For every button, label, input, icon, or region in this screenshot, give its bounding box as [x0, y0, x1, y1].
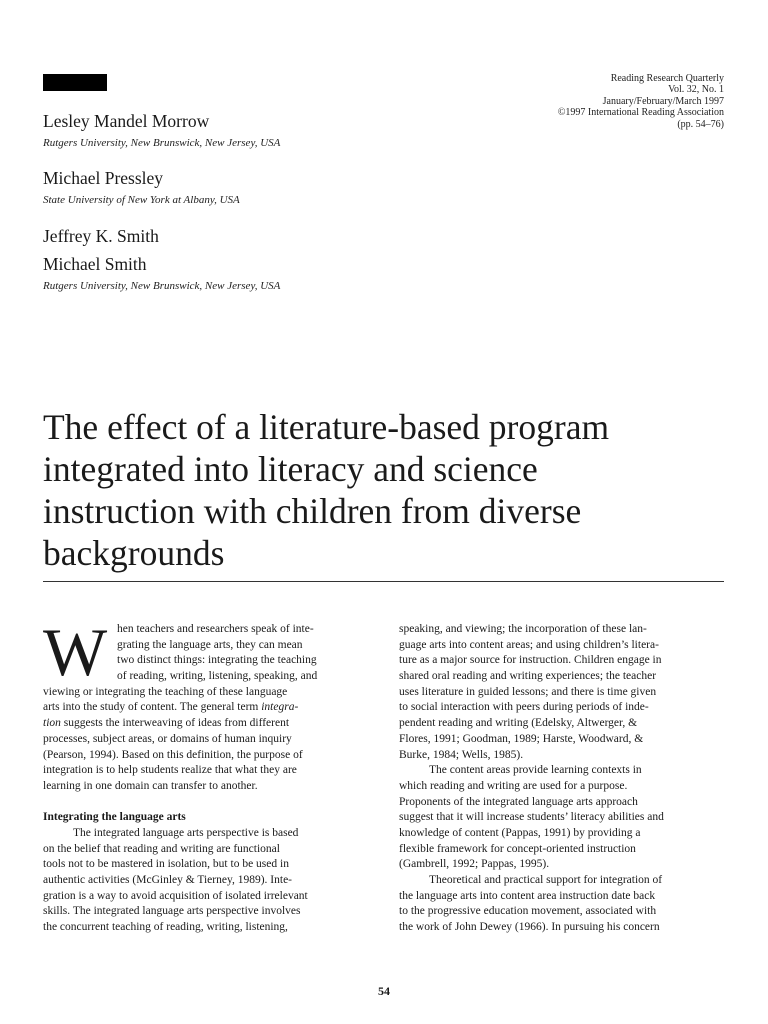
text-line: to social interaction with peers during periods of inde-	[399, 701, 649, 714]
text-span: suggests the interweaving of ideas from different	[60, 717, 290, 730]
italic-term: integra-	[261, 701, 299, 714]
journal-volume: Vol. 32, No. 1	[668, 84, 724, 96]
text-line: tools not to be mastered in isolation, but to be used in	[43, 858, 289, 871]
author-affiliation: Rutgers University, New Brunswick, New Jersey, USA	[43, 280, 281, 292]
text-line: Proponents of the integrated language arts approach	[399, 795, 638, 808]
text-line: grating the language arts, they can mean	[117, 638, 303, 651]
text-line: to the progressive education movement, associated with	[399, 905, 657, 918]
page-number: 54	[378, 984, 390, 998]
author-name: Jeffrey K. Smith	[43, 226, 159, 246]
text-span: arts into the study of content. The general term	[43, 701, 262, 714]
title-line: The effect of a literature-based program	[43, 407, 610, 447]
text-line: knowledge of content (Pappas, 1991) by providing a	[399, 826, 641, 839]
section-heading: Integrating the language arts	[43, 811, 186, 824]
paragraph-gap	[43, 795, 365, 811]
text-line: authentic activities (McGinley & Tierney, 1989). Inte-	[43, 874, 293, 886]
header-black-bar	[43, 74, 107, 91]
text-line: The integrated language arts perspective is based	[73, 826, 299, 839]
author-name: Michael Smith	[43, 254, 147, 274]
text-line: The content areas provide learning contexts in	[429, 764, 642, 777]
paper-title	[43, 406, 733, 574]
text-line: (Pearson, 1994). Based on this definition, the purpose of	[43, 748, 303, 761]
text-line: viewing or integrating the teaching of these language	[43, 685, 288, 698]
text-line	[43, 700, 365, 716]
text-line: (Gambrell, 1992; Pappas, 1995).	[399, 858, 550, 871]
drop-cap: W	[43, 614, 108, 690]
right-column	[399, 622, 721, 936]
text-line: Theoretical and practical support for integration of	[429, 874, 663, 886]
text-line: suggest that it will increase students’ literacy abilities and	[399, 811, 664, 824]
text-line: which reading and writing are used for a purpose.	[399, 779, 628, 792]
author-affiliation: Rutgers University, New Brunswick, New Jersey, USA	[43, 137, 281, 149]
text-line: the language arts into content area instruction date back	[399, 889, 656, 902]
journal-date: January/February/March 1997	[602, 95, 724, 107]
title-line: backgrounds	[43, 533, 225, 573]
text-line: the concurrent teaching of reading, writing, listening,	[43, 921, 288, 934]
author-block	[43, 110, 280, 150]
journal-pages: (pp. 54–76)	[677, 118, 724, 130]
text-line: integration is to help students realize that what they are	[43, 764, 297, 777]
text-line: the work of John Dewey (1966). In pursuing his concern	[399, 921, 660, 934]
italic-term: tion	[43, 717, 61, 730]
left-column	[43, 614, 365, 936]
text-line: guage arts into content areas; and using children’s litera-	[399, 638, 659, 651]
author-block	[43, 167, 240, 207]
title-line: integrated into literacy and science	[43, 449, 538, 489]
text-line: learning in one domain can transfer to another.	[43, 779, 258, 792]
text-line: pendent reading and writing (Edelsky, Altwerger, &	[399, 717, 638, 730]
title-rule	[43, 581, 724, 582]
author-name: Michael Pressley	[43, 168, 164, 188]
title-line: instruction with children from diverse	[43, 491, 582, 531]
author-block	[43, 225, 280, 293]
journal-name: Reading Research Quarterly	[610, 73, 724, 84]
author-affiliation: State University of New York at Albany, USA	[43, 194, 240, 206]
text-line: Flores, 1991; Goodman, 1989; Harste, Woodward, &	[399, 732, 644, 745]
text-line: on the belief that reading and writing are functional	[43, 842, 280, 855]
text-line: uses literature in guided lessons; and there is time given	[399, 685, 657, 698]
text-line: processes, subject areas, or domains of human inquiry	[43, 732, 292, 745]
text-line: ture as a major source for instruction. Children engage in	[399, 654, 662, 667]
text-line: two distinct things: integrating the teaching	[117, 654, 317, 667]
text-line: hen teachers and researchers speak of inte-	[117, 623, 314, 635]
text-line: gration is a way to avoid acquisition of isolated irrelevant	[43, 889, 308, 902]
text-line	[43, 716, 365, 732]
text-line: Burke, 1984; Wells, 1985).	[399, 748, 524, 761]
text-line: of reading, writing, listening, speaking, and	[117, 670, 318, 683]
journal-citation	[558, 73, 724, 130]
text-line: flexible framework for concept-oriented instruction	[399, 842, 636, 855]
author-name: Lesley Mandel Morrow	[43, 111, 210, 131]
journal-copyright: ©1997 International Reading Association	[557, 107, 724, 119]
text-line: shared oral reading and writing experiences; the teacher	[399, 670, 657, 683]
text-line: skills. The integrated language arts perspective involves	[43, 905, 301, 918]
text-line: speaking, and viewing; the incorporation of these lan-	[399, 623, 647, 635]
